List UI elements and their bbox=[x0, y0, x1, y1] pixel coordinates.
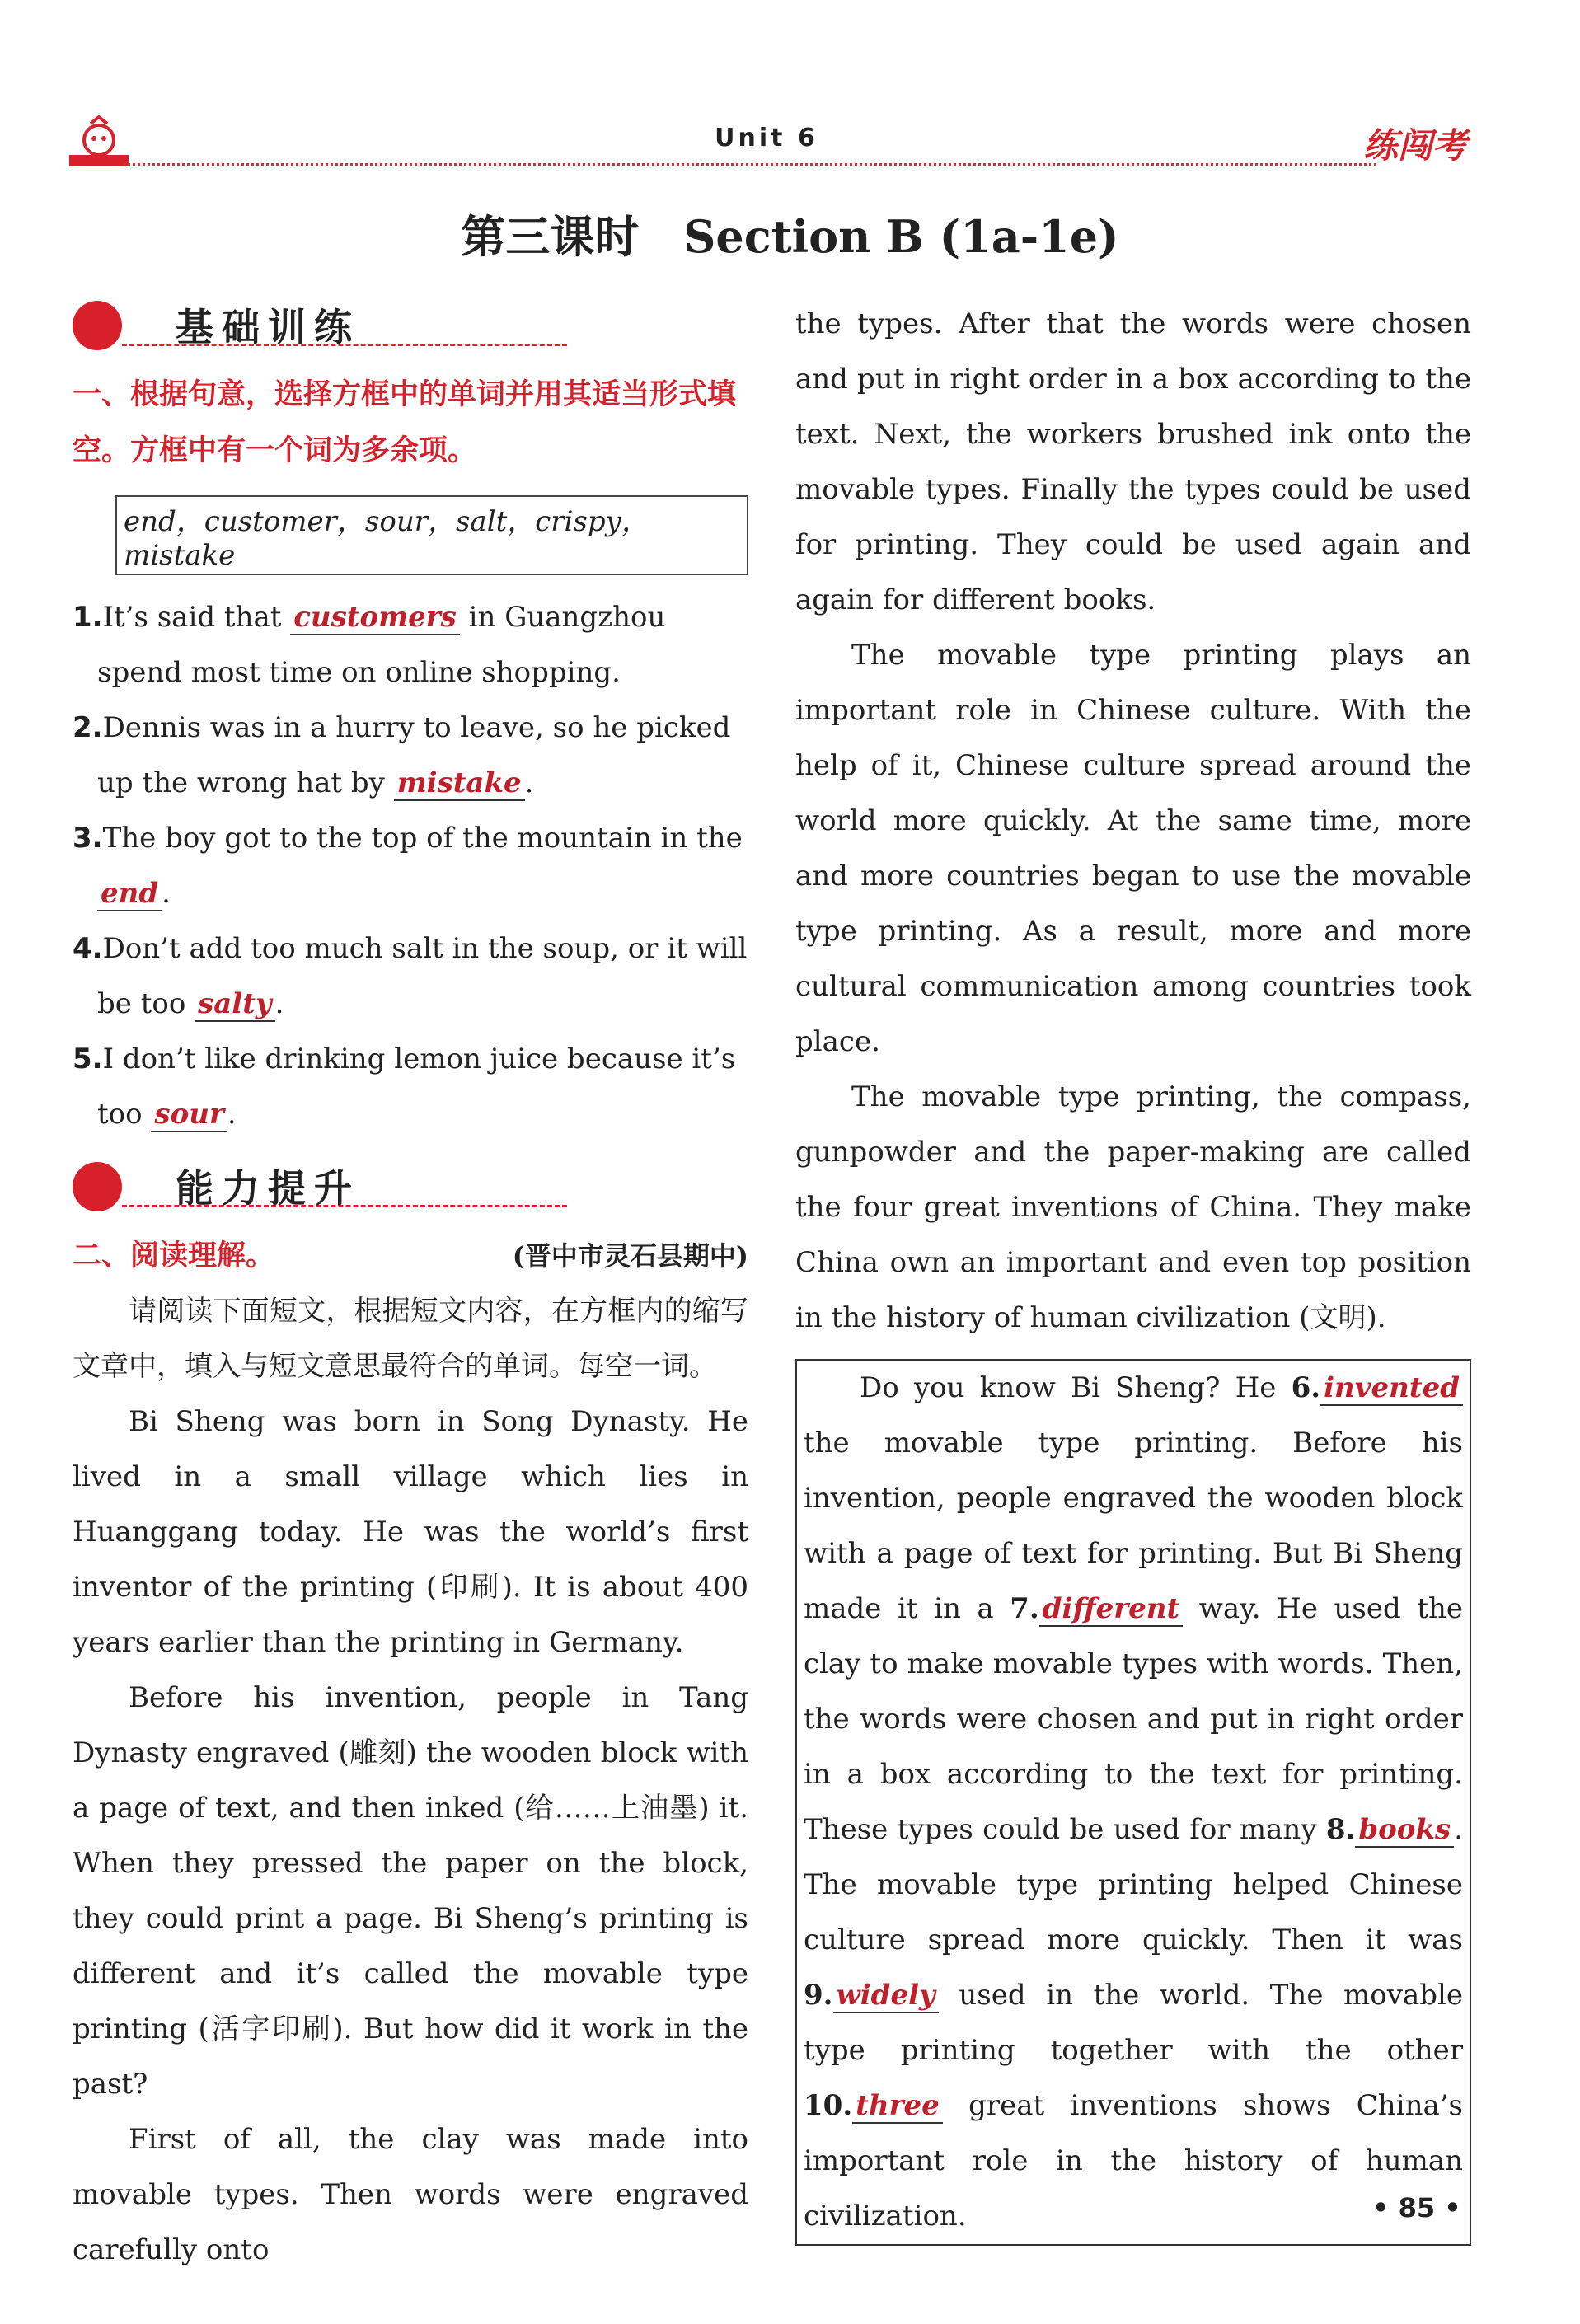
passage-paragraph: The movable type printing plays an important role in Chinese culture. With the help of it, Chinese culture spread around the world more quickly. At the same time, more and more countries began to use the movable type printing. As a result, more and more cultural communication among countries took place. bbox=[795, 639, 1471, 1058]
section-title: 能力提升 bbox=[176, 1166, 360, 1211]
section-title: 基础训练 bbox=[176, 305, 360, 349]
passage-paragraph: Bi Sheng was born in Song Dynasty. He lived in a small village which lies in Huanggang today. He was the world’s first inventor of the printing (印刷). It is about 400 years earlier than the printing in Germany. bbox=[73, 1405, 748, 1659]
pencil-icon bbox=[73, 301, 122, 350]
page-header bbox=[66, 115, 1467, 173]
question-instruction: 二、阅读理解。 (晋中市灵石县期中) bbox=[73, 1228, 748, 1284]
fill-item: 5.I don’t like drinking lemon juice because it’s too sour . bbox=[73, 1043, 736, 1131]
clock-icon bbox=[73, 1162, 122, 1211]
answer-blank: salty bbox=[195, 987, 275, 1022]
passage-paragraph: The movable type printing, the compass, gunpowder and the paper-making are called the four great inventions of China. They make China own an important and even top position in the history of human civilization (文明). bbox=[795, 1080, 1471, 1334]
brand-logo: 练闯考 bbox=[1362, 125, 1467, 166]
answer-blank: books bbox=[1355, 1813, 1454, 1848]
word-box: end，customer，sour，salt，crispy，mistake bbox=[115, 495, 748, 575]
header-dotted-rule bbox=[124, 163, 1376, 166]
unit-label: Unit 6 bbox=[715, 124, 818, 152]
question-instruction: 一、根据句意，选择方框中的单词并用其适当形式填空。方框中有一个词为多余项。 bbox=[73, 378, 737, 467]
lesson-title: 第三课时 Section B (1a-1e) bbox=[461, 210, 1119, 263]
source-note: (晋中市灵石县期中) bbox=[512, 1240, 748, 1272]
fill-item: 1.It’s said that customers in Guangzhou spend most time on online shopping. bbox=[73, 601, 666, 689]
answer-blank: invented bbox=[1320, 1371, 1463, 1406]
fill-item: 2.Dennis was in a hurry to leave, so he picked up the wrong hat by mistake . bbox=[73, 711, 731, 799]
section-heading-advanced bbox=[73, 1154, 748, 1220]
answer-blank: end bbox=[97, 877, 162, 911]
right-column bbox=[795, 297, 1471, 2246]
fill-item: 4.Don’t add too much salt in the soup, or it will be too salty . bbox=[73, 932, 748, 1020]
left-column bbox=[73, 293, 748, 2278]
fill-item: 3.The boy got to the top of the mountain in the end . bbox=[73, 822, 743, 910]
answer-blank: widely bbox=[833, 1979, 939, 2013]
passage-paragraph: the types. After that the words were chosen and put in right order in a box according to the text. Next, the workers brushed ink onto the movable types. Finally the types could be used for printing. They could be used again and again for different books. bbox=[795, 307, 1471, 616]
answer-blank: different bbox=[1039, 1592, 1183, 1627]
page-number: • 85 • bbox=[1372, 2192, 1461, 2223]
section-heading-basic bbox=[73, 293, 748, 358]
answer-blank: three bbox=[852, 2089, 943, 2124]
answer-blank: sour bbox=[151, 1098, 227, 1132]
passage-paragraph: First of all, the clay was made into movable types. Then words were engraved carefully onto bbox=[73, 2123, 748, 2266]
summary-box: Do you know Bi Sheng? He 6. invented the movable type printing. Before his invention, people engraved the wooden block with a page of text for printing. But Bi Sheng made it in a 7. different way. He used the clay to make movable types with words. Then, the words were chosen and put in right order in a box according to the text for printing. These types could be used for many 8. books . The movable type printing helped Chinese culture spread more quickly. Then it was 9. widely used in the world. The movable type printing together with the other 10. three great inventions shows China’s important role in the history of human civilization. bbox=[795, 1359, 1471, 2246]
answer-blank: customers bbox=[290, 601, 460, 635]
passage-paragraph: Before his invention, people in Tang Dynasty engraved (雕刻) the wooden block with a page of text, and then inked (给……上油墨) it. When they pressed the paper on the block, they could print a page. Bi Sheng’s printing is different and it’s called the movable type printing (活字印刷). But how did it work in the past? bbox=[73, 1681, 748, 2101]
answer-blank: mistake bbox=[394, 766, 525, 801]
reading-intro: 请阅读下面短文，根据短文内容，在方框内的缩写文章中，填入与短文意思最符合的单词。每空一词。 bbox=[73, 1295, 748, 1383]
